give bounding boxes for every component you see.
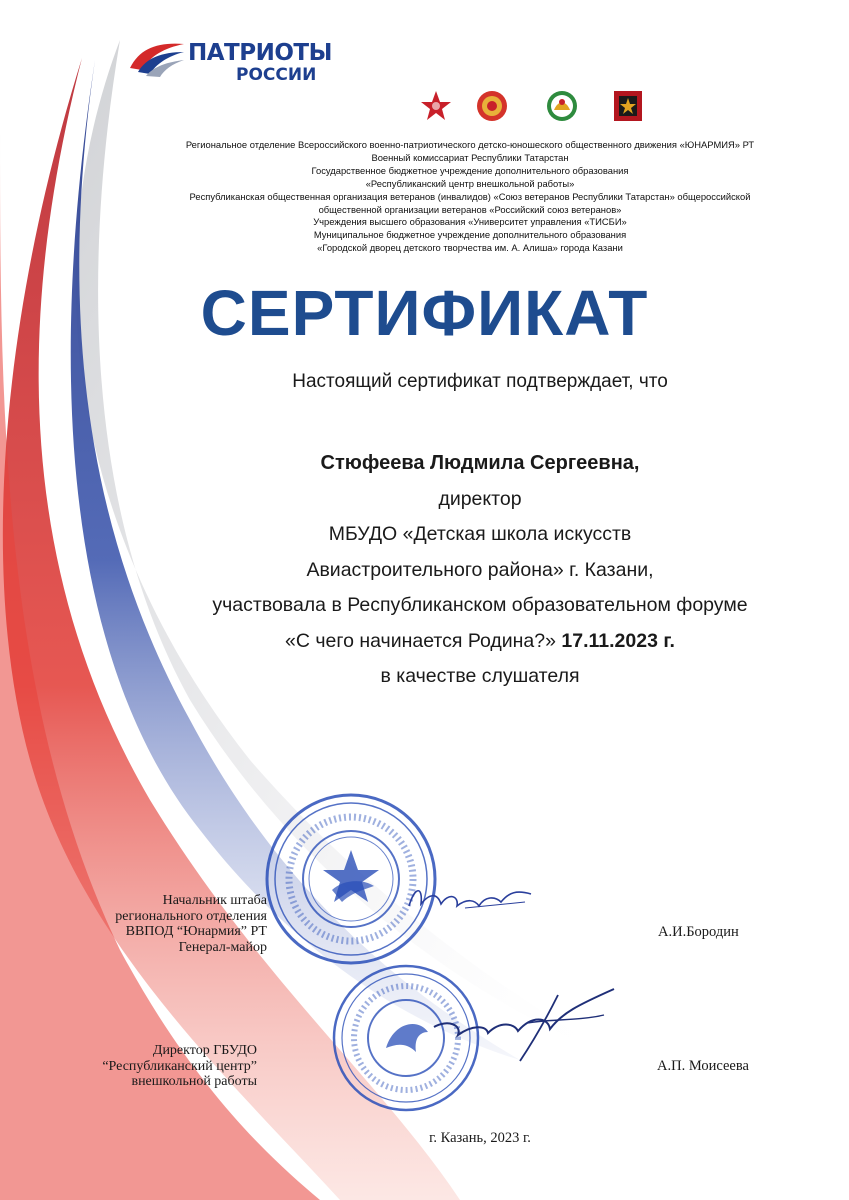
flag-swoosh-icon [128, 38, 186, 78]
organizer-line: «Республиканский центр внешкольной работы» [365, 177, 575, 189]
organizer-line: Региональное отделение Всероссийского военно-патриотического детско-юношеского общественного движения «ЮНАРМИЯ» РТ [185, 139, 755, 150]
signatory-title-line: “Республиканский центр” [102, 1058, 257, 1074]
signatory-title-1 [115, 893, 267, 955]
event-participation: участвовала в Республиканском образовательном форуме [212, 594, 748, 616]
signatory-title-line: внешкольной работы [131, 1074, 257, 1089]
signatory-title-line: ВВПОД “Юнармия” РТ [125, 924, 267, 939]
signatory-name-1: А.И.Бородин [658, 924, 739, 940]
recipient-name: Стюфеева Людмила Сергеевна, [320, 452, 640, 474]
emblems-row [418, 88, 658, 128]
signature-moiseeva [428, 985, 618, 1065]
recipient-org-line1: МБУДО «Детская школа искусств [328, 523, 632, 545]
signatory-title-2 [102, 1043, 257, 1090]
organizer-line: Учреждения высшего образования «Университет управления «ТИСБИ» [313, 216, 627, 228]
signatory-title-line: Начальник штаба [162, 893, 267, 908]
military-commissariat-emblem-icon [610, 88, 646, 124]
certificate-body [0, 446, 849, 695]
tatarstan-coat-of-arms-icon [544, 88, 580, 124]
signatory-title-line: регионального отделения [115, 908, 267, 924]
event-name-date [0, 624, 849, 660]
event-date: 17.11.2023 г. [561, 629, 675, 652]
patriots-of-russia-logo [128, 38, 368, 90]
yunarmiya-star-emblem-icon [418, 88, 454, 124]
recipient-position: директор [438, 487, 522, 510]
recipient-org-line2: Авиастроительного района» г. Казани, [306, 558, 654, 581]
signatory-name-2: А.П. Моисеева [657, 1058, 749, 1074]
organizer-line: «Городской дворец детского творчества им. А. Алиша» города Казани [317, 242, 623, 254]
event-name: «С чего начинается Родина?» [285, 629, 556, 652]
place-and-year: г. Казань, 2023 г. [429, 1130, 531, 1146]
participant-role: в качестве слушателя [380, 665, 580, 687]
logo-text-line2: РОССИИ [236, 65, 317, 85]
signatory-title-line: Генерал-майор [178, 939, 267, 955]
certificate-title: СЕРТИФИКАТ [200, 277, 649, 349]
organizer-line: Военный комиссариат Республики Татарстан [371, 151, 569, 163]
regional-emblem-icon [474, 88, 510, 124]
signature-borodin [405, 878, 535, 918]
organizer-line: общественной организации ветеранов «Российский союз ветеранов» [318, 203, 622, 215]
signatory-title-line: Директор ГБУДО [152, 1043, 257, 1058]
logo-text-line1: ПАТРИОТЫ [188, 40, 332, 66]
organizers-list [130, 139, 810, 255]
organizer-line: Муниципальное бюджетное учреждение дополнительного образования [313, 229, 627, 241]
confirm-text: Настоящий сертификат подтверждает, что [292, 371, 668, 392]
organizer-line: Республиканская общественная организация ветеранов (инвалидов) «Союз ветеранов Республики Татарстан» общероссийской [189, 190, 751, 202]
organizer-line: Государственное бюджетное учреждение дополнительного образования [311, 164, 629, 176]
